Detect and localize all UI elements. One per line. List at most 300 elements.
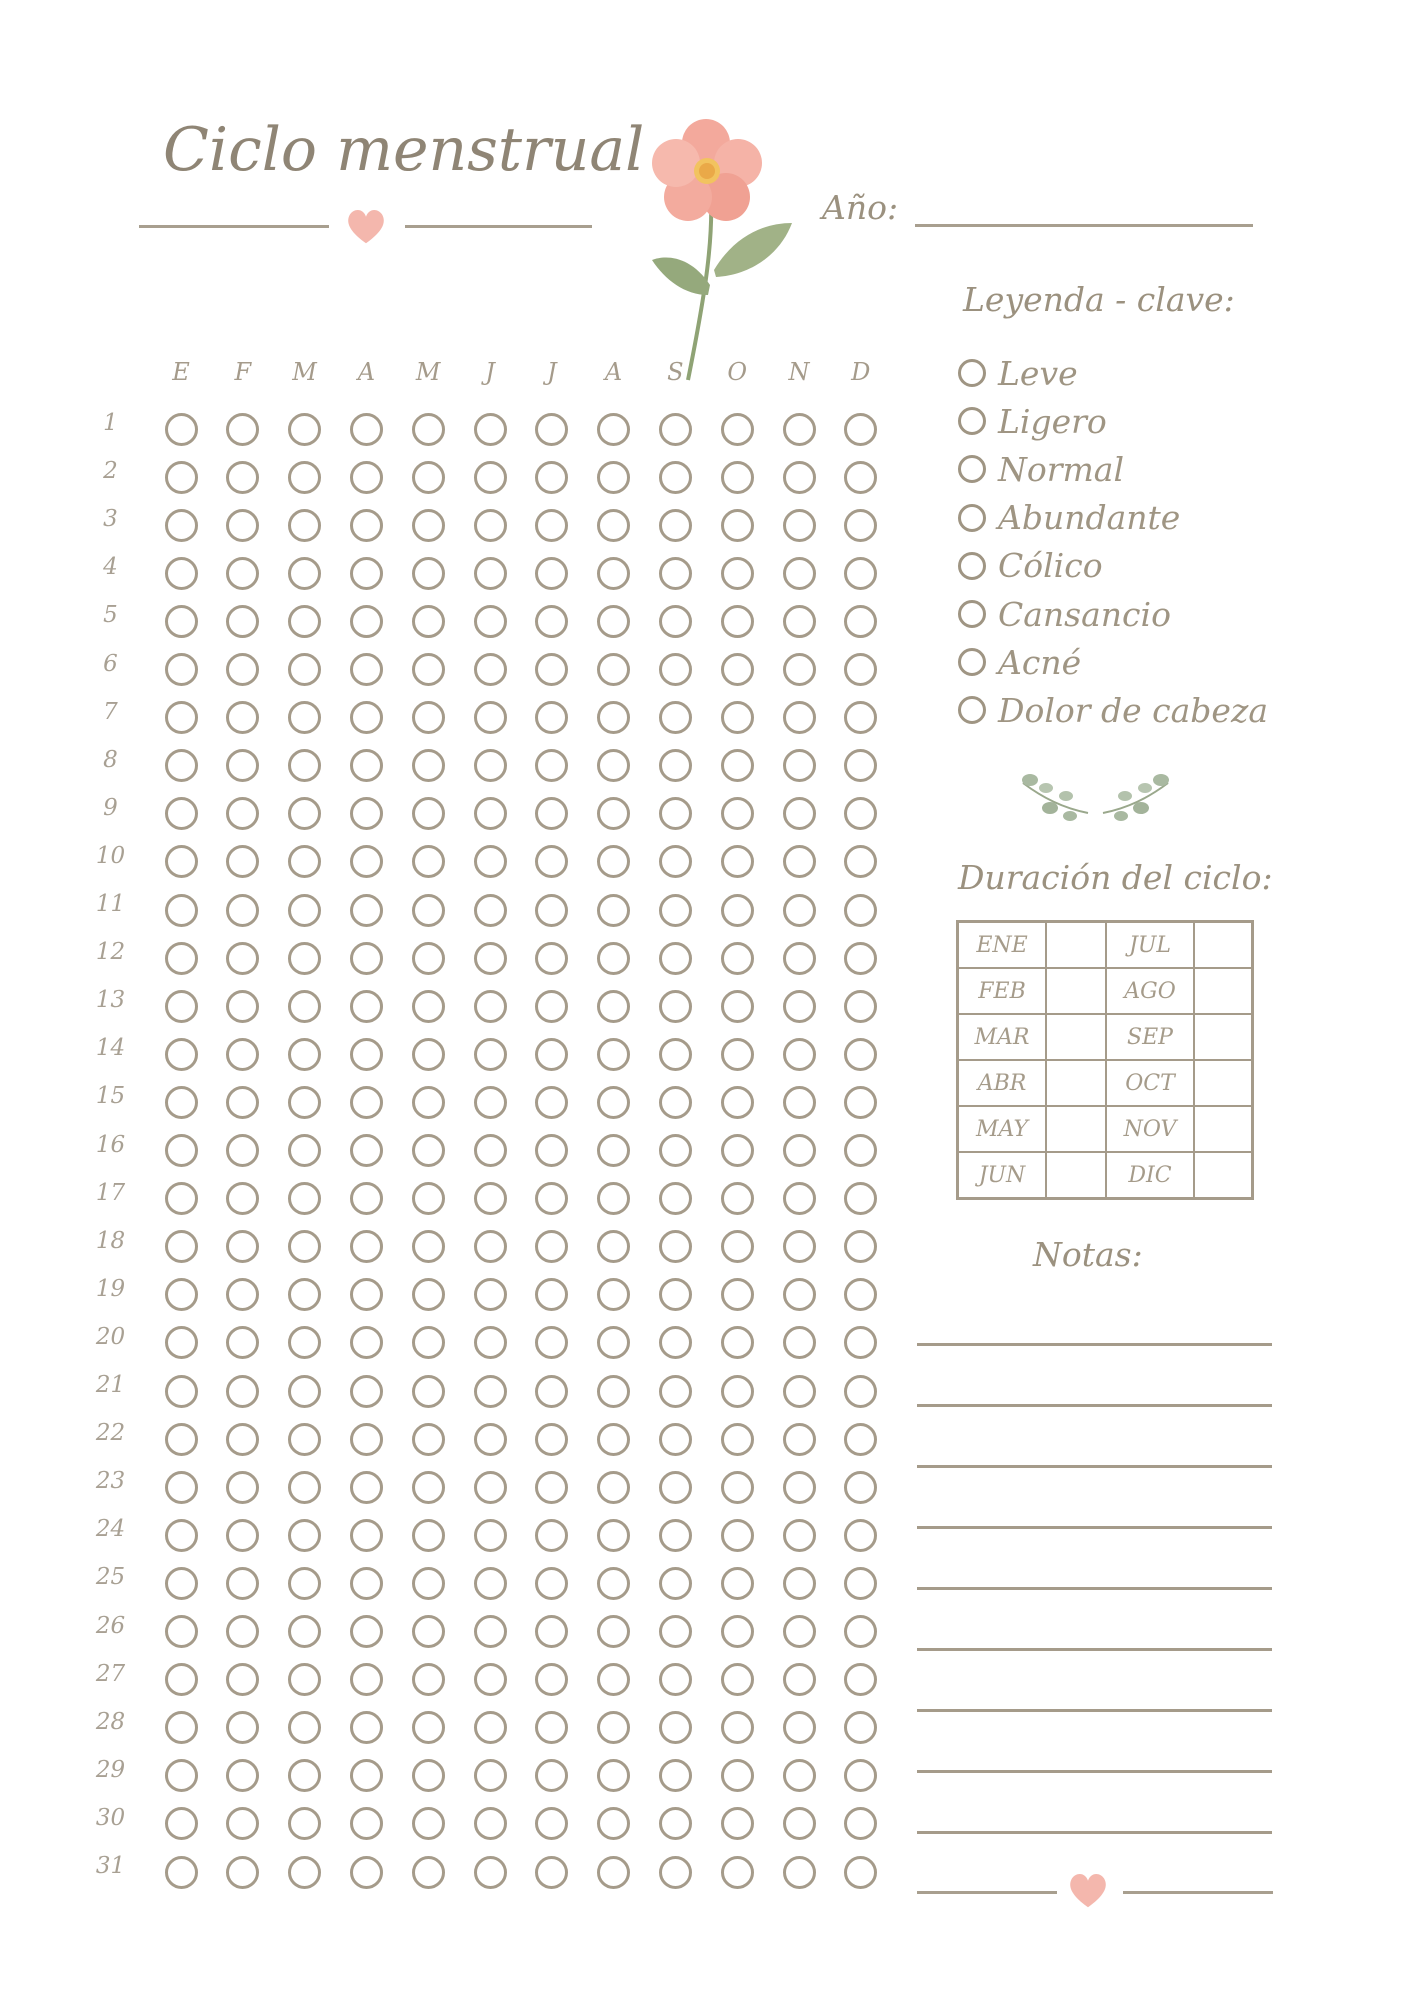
day-circle[interactable] xyxy=(165,1663,198,1696)
day-circle[interactable] xyxy=(659,1278,692,1311)
day-circle[interactable] xyxy=(844,894,877,927)
day-circle[interactable] xyxy=(844,1278,877,1311)
day-circle[interactable] xyxy=(597,1519,630,1552)
day-circle[interactable] xyxy=(659,413,692,446)
day-circle[interactable] xyxy=(474,1278,507,1311)
day-circle[interactable] xyxy=(783,1471,816,1504)
day-circle[interactable] xyxy=(535,1326,568,1359)
cycle-length-input[interactable] xyxy=(1194,1060,1253,1106)
day-circle[interactable] xyxy=(412,1471,445,1504)
day-circle[interactable] xyxy=(165,1086,198,1119)
day-circle[interactable] xyxy=(350,894,383,927)
day-circle[interactable] xyxy=(597,1471,630,1504)
day-circle[interactable] xyxy=(844,1615,877,1648)
day-circle[interactable] xyxy=(597,605,630,638)
day-circle[interactable] xyxy=(844,1711,877,1744)
day-circle[interactable] xyxy=(350,1375,383,1408)
day-circle[interactable] xyxy=(350,557,383,590)
day-circle[interactable] xyxy=(844,1519,877,1552)
day-circle[interactable] xyxy=(226,701,259,734)
day-circle[interactable] xyxy=(474,1182,507,1215)
day-circle[interactable] xyxy=(165,1807,198,1840)
day-circle[interactable] xyxy=(350,1519,383,1552)
day-circle[interactable] xyxy=(474,1615,507,1648)
day-circle[interactable] xyxy=(535,1278,568,1311)
day-circle[interactable] xyxy=(474,845,507,878)
day-circle[interactable] xyxy=(474,1086,507,1119)
day-circle[interactable] xyxy=(226,1663,259,1696)
day-circle[interactable] xyxy=(659,1134,692,1167)
day-circle[interactable] xyxy=(597,1807,630,1840)
day-circle[interactable] xyxy=(474,1326,507,1359)
day-circle[interactable] xyxy=(659,1230,692,1263)
day-circle[interactable] xyxy=(474,1230,507,1263)
day-circle[interactable] xyxy=(721,1086,754,1119)
cycle-length-input[interactable] xyxy=(1046,1060,1106,1106)
day-circle[interactable] xyxy=(350,653,383,686)
day-circle[interactable] xyxy=(597,1759,630,1792)
day-circle[interactable] xyxy=(288,1230,321,1263)
day-circle[interactable] xyxy=(721,1759,754,1792)
day-circle[interactable] xyxy=(226,1615,259,1648)
day-circle[interactable] xyxy=(226,990,259,1023)
day-circle[interactable] xyxy=(226,413,259,446)
day-circle[interactable] xyxy=(844,942,877,975)
day-circle[interactable] xyxy=(474,605,507,638)
day-circle[interactable] xyxy=(350,1038,383,1071)
day-circle[interactable] xyxy=(288,1615,321,1648)
day-circle[interactable] xyxy=(721,557,754,590)
day-circle[interactable] xyxy=(783,1519,816,1552)
day-circle[interactable] xyxy=(659,1182,692,1215)
day-circle[interactable] xyxy=(288,1038,321,1071)
day-circle[interactable] xyxy=(474,1663,507,1696)
day-circle[interactable] xyxy=(535,942,568,975)
day-circle[interactable] xyxy=(844,1423,877,1456)
day-circle[interactable] xyxy=(350,797,383,830)
day-circle[interactable] xyxy=(844,749,877,782)
day-circle[interactable] xyxy=(412,653,445,686)
day-circle[interactable] xyxy=(783,749,816,782)
day-circle[interactable] xyxy=(226,557,259,590)
day-circle[interactable] xyxy=(535,1423,568,1456)
day-circle[interactable] xyxy=(535,1663,568,1696)
day-circle[interactable] xyxy=(721,894,754,927)
day-circle[interactable] xyxy=(288,1423,321,1456)
day-circle[interactable] xyxy=(226,1807,259,1840)
day-circle[interactable] xyxy=(412,749,445,782)
day-circle[interactable] xyxy=(844,1759,877,1792)
day-circle[interactable] xyxy=(226,461,259,494)
day-circle[interactable] xyxy=(412,1230,445,1263)
day-circle[interactable] xyxy=(721,461,754,494)
day-circle[interactable] xyxy=(165,1326,198,1359)
day-circle[interactable] xyxy=(721,1856,754,1889)
day-circle[interactable] xyxy=(226,1519,259,1552)
day-circle[interactable] xyxy=(226,1375,259,1408)
day-circle[interactable] xyxy=(844,1471,877,1504)
day-circle[interactable] xyxy=(721,1423,754,1456)
day-circle[interactable] xyxy=(412,1519,445,1552)
day-circle[interactable] xyxy=(844,1326,877,1359)
cycle-length-input[interactable] xyxy=(1194,1152,1253,1199)
day-circle[interactable] xyxy=(350,1856,383,1889)
day-circle[interactable] xyxy=(288,1471,321,1504)
day-circle[interactable] xyxy=(844,461,877,494)
day-circle[interactable] xyxy=(597,1278,630,1311)
day-circle[interactable] xyxy=(226,942,259,975)
day-circle[interactable] xyxy=(721,797,754,830)
legend-checkbox[interactable] xyxy=(958,455,986,483)
day-circle[interactable] xyxy=(412,1134,445,1167)
day-circle[interactable] xyxy=(350,1711,383,1744)
day-circle[interactable] xyxy=(844,845,877,878)
day-circle[interactable] xyxy=(165,701,198,734)
note-line[interactable] xyxy=(917,1648,1272,1651)
day-circle[interactable] xyxy=(288,1086,321,1119)
day-circle[interactable] xyxy=(165,1278,198,1311)
day-circle[interactable] xyxy=(721,1134,754,1167)
day-circle[interactable] xyxy=(474,990,507,1023)
legend-checkbox[interactable] xyxy=(958,552,986,580)
day-circle[interactable] xyxy=(844,1375,877,1408)
day-circle[interactable] xyxy=(474,1519,507,1552)
day-circle[interactable] xyxy=(535,1038,568,1071)
day-circle[interactable] xyxy=(350,990,383,1023)
day-circle[interactable] xyxy=(350,1182,383,1215)
day-circle[interactable] xyxy=(844,1230,877,1263)
day-circle[interactable] xyxy=(350,1471,383,1504)
day-circle[interactable] xyxy=(474,1759,507,1792)
day-circle[interactable] xyxy=(474,557,507,590)
day-circle[interactable] xyxy=(288,1567,321,1600)
day-circle[interactable] xyxy=(659,1471,692,1504)
day-circle[interactable] xyxy=(535,1759,568,1792)
day-circle[interactable] xyxy=(783,557,816,590)
day-circle[interactable] xyxy=(844,990,877,1023)
day-circle[interactable] xyxy=(597,1326,630,1359)
day-circle[interactable] xyxy=(288,1759,321,1792)
day-circle[interactable] xyxy=(288,1278,321,1311)
legend-item[interactable] xyxy=(958,498,1180,538)
day-circle[interactable] xyxy=(350,605,383,638)
day-circle[interactable] xyxy=(597,557,630,590)
day-circle[interactable] xyxy=(226,653,259,686)
day-circle[interactable] xyxy=(474,413,507,446)
day-circle[interactable] xyxy=(597,1711,630,1744)
day-circle[interactable] xyxy=(783,1326,816,1359)
day-circle[interactable] xyxy=(288,1182,321,1215)
day-circle[interactable] xyxy=(165,1471,198,1504)
day-circle[interactable] xyxy=(412,413,445,446)
note-line[interactable] xyxy=(917,1343,1272,1346)
day-circle[interactable] xyxy=(783,1615,816,1648)
day-circle[interactable] xyxy=(288,413,321,446)
day-circle[interactable] xyxy=(288,1519,321,1552)
day-circle[interactable] xyxy=(721,1375,754,1408)
day-circle[interactable] xyxy=(783,1278,816,1311)
day-circle[interactable] xyxy=(226,1567,259,1600)
day-circle[interactable] xyxy=(288,1134,321,1167)
day-circle[interactable] xyxy=(659,942,692,975)
day-circle[interactable] xyxy=(474,1567,507,1600)
day-circle[interactable] xyxy=(350,1807,383,1840)
day-circle[interactable] xyxy=(226,894,259,927)
day-circle[interactable] xyxy=(844,797,877,830)
day-circle[interactable] xyxy=(474,1711,507,1744)
day-circle[interactable] xyxy=(412,1567,445,1600)
day-circle[interactable] xyxy=(659,701,692,734)
day-circle[interactable] xyxy=(412,797,445,830)
legend-item[interactable] xyxy=(958,401,1107,441)
day-circle[interactable] xyxy=(721,1326,754,1359)
day-circle[interactable] xyxy=(474,1375,507,1408)
day-circle[interactable] xyxy=(165,413,198,446)
day-circle[interactable] xyxy=(535,461,568,494)
year-input-line[interactable] xyxy=(915,224,1253,227)
legend-checkbox[interactable] xyxy=(958,696,986,724)
day-circle[interactable] xyxy=(535,1375,568,1408)
day-circle[interactable] xyxy=(350,1230,383,1263)
cycle-length-input[interactable] xyxy=(1194,1106,1253,1152)
day-circle[interactable] xyxy=(350,942,383,975)
day-circle[interactable] xyxy=(350,461,383,494)
day-circle[interactable] xyxy=(535,653,568,686)
day-circle[interactable] xyxy=(721,942,754,975)
day-circle[interactable] xyxy=(165,557,198,590)
day-circle[interactable] xyxy=(535,1182,568,1215)
day-circle[interactable] xyxy=(474,1134,507,1167)
day-circle[interactable] xyxy=(783,845,816,878)
day-circle[interactable] xyxy=(597,797,630,830)
day-circle[interactable] xyxy=(165,1856,198,1889)
day-circle[interactable] xyxy=(721,1663,754,1696)
day-circle[interactable] xyxy=(597,1615,630,1648)
day-circle[interactable] xyxy=(535,1567,568,1600)
day-circle[interactable] xyxy=(165,749,198,782)
legend-checkbox[interactable] xyxy=(958,648,986,676)
day-circle[interactable] xyxy=(474,797,507,830)
day-circle[interactable] xyxy=(226,1182,259,1215)
day-circle[interactable] xyxy=(783,990,816,1023)
day-circle[interactable] xyxy=(412,990,445,1023)
day-circle[interactable] xyxy=(474,1038,507,1071)
day-circle[interactable] xyxy=(288,701,321,734)
day-circle[interactable] xyxy=(350,1615,383,1648)
day-circle[interactable] xyxy=(597,1086,630,1119)
day-circle[interactable] xyxy=(597,942,630,975)
day-circle[interactable] xyxy=(597,1134,630,1167)
day-circle[interactable] xyxy=(412,461,445,494)
day-circle[interactable] xyxy=(412,1615,445,1648)
day-circle[interactable] xyxy=(474,894,507,927)
day-circle[interactable] xyxy=(412,1856,445,1889)
day-circle[interactable] xyxy=(721,845,754,878)
day-circle[interactable] xyxy=(844,1038,877,1071)
day-circle[interactable] xyxy=(412,1663,445,1696)
day-circle[interactable] xyxy=(535,1134,568,1167)
day-circle[interactable] xyxy=(535,894,568,927)
day-circle[interactable] xyxy=(165,1567,198,1600)
day-circle[interactable] xyxy=(844,1182,877,1215)
day-circle[interactable] xyxy=(597,701,630,734)
day-circle[interactable] xyxy=(659,749,692,782)
day-circle[interactable] xyxy=(535,845,568,878)
day-circle[interactable] xyxy=(659,461,692,494)
day-circle[interactable] xyxy=(165,1182,198,1215)
day-circle[interactable] xyxy=(288,797,321,830)
day-circle[interactable] xyxy=(783,797,816,830)
day-circle[interactable] xyxy=(412,1807,445,1840)
cycle-length-input[interactable] xyxy=(1194,922,1253,969)
day-circle[interactable] xyxy=(597,1038,630,1071)
cycle-length-input[interactable] xyxy=(1194,1014,1253,1060)
day-circle[interactable] xyxy=(783,1375,816,1408)
day-circle[interactable] xyxy=(288,1375,321,1408)
day-circle[interactable] xyxy=(597,1567,630,1600)
day-circle[interactable] xyxy=(165,1230,198,1263)
day-circle[interactable] xyxy=(350,1567,383,1600)
legend-item[interactable] xyxy=(958,546,1103,586)
day-circle[interactable] xyxy=(659,509,692,542)
day-circle[interactable] xyxy=(659,1038,692,1071)
day-circle[interactable] xyxy=(721,413,754,446)
day-circle[interactable] xyxy=(597,509,630,542)
day-circle[interactable] xyxy=(783,1086,816,1119)
legend-item[interactable] xyxy=(958,449,1124,489)
day-circle[interactable] xyxy=(412,1182,445,1215)
day-circle[interactable] xyxy=(659,1519,692,1552)
day-circle[interactable] xyxy=(288,749,321,782)
day-circle[interactable] xyxy=(226,1856,259,1889)
day-circle[interactable] xyxy=(165,1134,198,1167)
day-circle[interactable] xyxy=(474,1807,507,1840)
day-circle[interactable] xyxy=(783,1711,816,1744)
legend-checkbox[interactable] xyxy=(958,504,986,532)
day-circle[interactable] xyxy=(783,894,816,927)
day-circle[interactable] xyxy=(535,1086,568,1119)
day-circle[interactable] xyxy=(165,845,198,878)
day-circle[interactable] xyxy=(165,942,198,975)
day-circle[interactable] xyxy=(412,1326,445,1359)
day-circle[interactable] xyxy=(659,1615,692,1648)
day-circle[interactable] xyxy=(350,509,383,542)
day-circle[interactable] xyxy=(350,1134,383,1167)
day-circle[interactable] xyxy=(844,1807,877,1840)
day-circle[interactable] xyxy=(535,509,568,542)
day-circle[interactable] xyxy=(535,701,568,734)
day-circle[interactable] xyxy=(597,894,630,927)
day-circle[interactable] xyxy=(783,1856,816,1889)
day-circle[interactable] xyxy=(659,1326,692,1359)
day-circle[interactable] xyxy=(535,1230,568,1263)
legend-checkbox[interactable] xyxy=(958,600,986,628)
day-circle[interactable] xyxy=(226,1326,259,1359)
day-circle[interactable] xyxy=(350,701,383,734)
day-circle[interactable] xyxy=(226,1086,259,1119)
day-circle[interactable] xyxy=(226,1230,259,1263)
day-circle[interactable] xyxy=(474,653,507,686)
legend-checkbox[interactable] xyxy=(958,359,986,387)
day-circle[interactable] xyxy=(783,461,816,494)
day-circle[interactable] xyxy=(474,749,507,782)
legend-checkbox[interactable] xyxy=(958,407,986,435)
day-circle[interactable] xyxy=(783,1230,816,1263)
note-line[interactable] xyxy=(917,1831,1272,1834)
day-circle[interactable] xyxy=(412,701,445,734)
day-circle[interactable] xyxy=(844,605,877,638)
day-circle[interactable] xyxy=(350,1759,383,1792)
day-circle[interactable] xyxy=(226,749,259,782)
day-circle[interactable] xyxy=(350,845,383,878)
day-circle[interactable] xyxy=(288,990,321,1023)
day-circle[interactable] xyxy=(350,749,383,782)
day-circle[interactable] xyxy=(783,1759,816,1792)
day-circle[interactable] xyxy=(721,1711,754,1744)
day-circle[interactable] xyxy=(165,1759,198,1792)
day-circle[interactable] xyxy=(412,1375,445,1408)
day-circle[interactable] xyxy=(412,605,445,638)
day-circle[interactable] xyxy=(165,797,198,830)
day-circle[interactable] xyxy=(783,509,816,542)
day-circle[interactable] xyxy=(597,1856,630,1889)
day-circle[interactable] xyxy=(721,701,754,734)
day-circle[interactable] xyxy=(535,1856,568,1889)
day-circle[interactable] xyxy=(721,509,754,542)
day-circle[interactable] xyxy=(535,797,568,830)
day-circle[interactable] xyxy=(165,1423,198,1456)
day-circle[interactable] xyxy=(721,653,754,686)
day-circle[interactable] xyxy=(474,701,507,734)
day-circle[interactable] xyxy=(226,845,259,878)
day-circle[interactable] xyxy=(721,605,754,638)
day-circle[interactable] xyxy=(535,413,568,446)
day-circle[interactable] xyxy=(288,1663,321,1696)
day-circle[interactable] xyxy=(597,845,630,878)
day-circle[interactable] xyxy=(659,1663,692,1696)
day-circle[interactable] xyxy=(350,1423,383,1456)
day-circle[interactable] xyxy=(412,1086,445,1119)
day-circle[interactable] xyxy=(535,1519,568,1552)
day-circle[interactable] xyxy=(659,653,692,686)
day-circle[interactable] xyxy=(659,1086,692,1119)
day-circle[interactable] xyxy=(783,1567,816,1600)
day-circle[interactable] xyxy=(474,1471,507,1504)
day-circle[interactable] xyxy=(659,1807,692,1840)
day-circle[interactable] xyxy=(165,1038,198,1071)
day-circle[interactable] xyxy=(783,413,816,446)
day-circle[interactable] xyxy=(659,557,692,590)
day-circle[interactable] xyxy=(659,845,692,878)
day-circle[interactable] xyxy=(288,894,321,927)
day-circle[interactable] xyxy=(226,1038,259,1071)
day-circle[interactable] xyxy=(412,942,445,975)
day-circle[interactable] xyxy=(165,1519,198,1552)
day-circle[interactable] xyxy=(721,990,754,1023)
day-circle[interactable] xyxy=(721,1230,754,1263)
day-circle[interactable] xyxy=(474,509,507,542)
day-circle[interactable] xyxy=(412,509,445,542)
day-circle[interactable] xyxy=(288,653,321,686)
day-circle[interactable] xyxy=(597,1375,630,1408)
day-circle[interactable] xyxy=(597,749,630,782)
cycle-length-input[interactable] xyxy=(1046,1106,1106,1152)
note-line[interactable] xyxy=(917,1770,1272,1773)
day-circle[interactable] xyxy=(597,413,630,446)
day-circle[interactable] xyxy=(844,1663,877,1696)
note-line[interactable] xyxy=(917,1587,1272,1590)
day-circle[interactable] xyxy=(165,509,198,542)
